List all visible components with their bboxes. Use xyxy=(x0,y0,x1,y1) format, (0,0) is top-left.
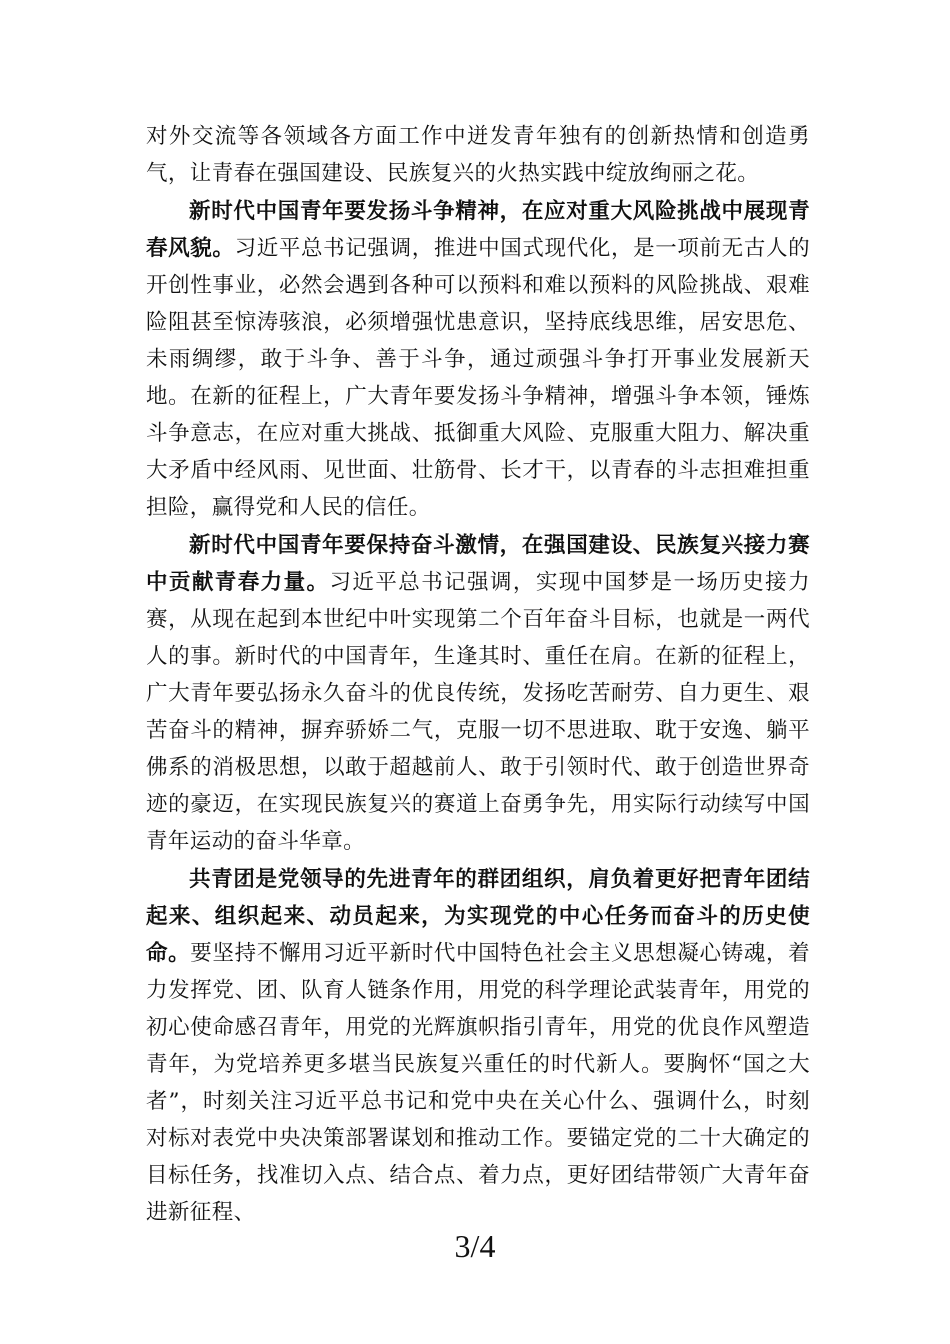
document-body xyxy=(146,118,810,1232)
paragraph-3-text: 习近平总书记强调，实现中国梦是一场历史接力赛，从现在起到本世纪中叶实现第二个百年奋斗目标，也就是一两代人的事。新时代的中国青年，生逢其时、重任在肩。在新的征程上，广大青年要弘扬永久奋斗的优良传统，发扬吃苦耐劳、自力更生、艰苦奋斗的精神，摒弃骄娇二气，克服一切不思进取、耽于安逸、躺平佛系的消极思想，以敢于超越前人、敢于引领时代、敢于创造世界奇迹的豪迈，在实现民族复兴的赛道上奋勇争先，用实际行动续写中国青年运动的奋斗华章。 xyxy=(146,570,811,854)
page-number: 3/4 xyxy=(454,1228,496,1264)
paragraph-2-lead: 新时代中国青年要发扬斗争精神，在应对重大风险挑战中展现青春风貌。 xyxy=(146,199,810,261)
paragraph-2 xyxy=(146,193,810,526)
paragraph-3-lead: 新时代中国青年要保持奋斗激情，在强国建设、民族复兴接力赛中贡献青春力量。 xyxy=(146,533,810,595)
paragraph-4-lead: 共青团是党领导的先进青年的群团组织，肩负着更好把青年团结起来、组织起来、动员起来，为实现党的中心任务而奋斗的历史使命。 xyxy=(146,867,810,966)
paragraph-4 xyxy=(146,861,810,1231)
paragraph-1 xyxy=(146,118,810,192)
paragraph-2-text: 习近平总书记强调，推进中国式现代化，是一项前无古人的开创性事业，必然会遇到各种可以预料和难以预料的风险挑战、艰难险阻甚至惊涛骇浪，必须增强忧患意识，坚持底线思维，居安思危、未雨绸缪，敢于斗争、善于斗争，通过顽强斗争打开事业发展新天地。在新的征程上，广大青年要发扬斗争精神，增强斗争本领，锤炼斗争意志，在应对重大挑战、抵御重大风险、克服重大阻力、解决重大矛盾中经风雨、见世面、壮筋骨、长才干，以青春的斗志担难担重担险，赢得党和人民的信任。 xyxy=(146,236,811,520)
paragraph-1-text: 对外交流等各领域各方面工作中迸发青年独有的创新热情和创造勇气，让青春在强国建设、民族复兴的火热实践中绽放绚丽之花。 xyxy=(146,124,810,186)
paragraph-3 xyxy=(146,527,810,860)
paragraph-4-text: 要坚持不懈用习近平新时代中国特色社会主义思想凝心铸魂，着力发挥党、团、队育人链条作用，用党的科学理论武装青年，用党的初心使命感召青年，用党的光辉旗帜指引青年，用党的优良作风塑造青年，为党培养更多堪当民族复兴重任的时代新人。要胸怀“国之大者”，时刻关注习近平总书记和党中央在关心什么、强调什么，时刻对标对表党中央决策部署谋划和推动工作。要锚定党的二十大确定的目标任务，找准切入点、结合点、着力点，更好团结带领广大青年奋进新征程、 xyxy=(146,941,811,1225)
